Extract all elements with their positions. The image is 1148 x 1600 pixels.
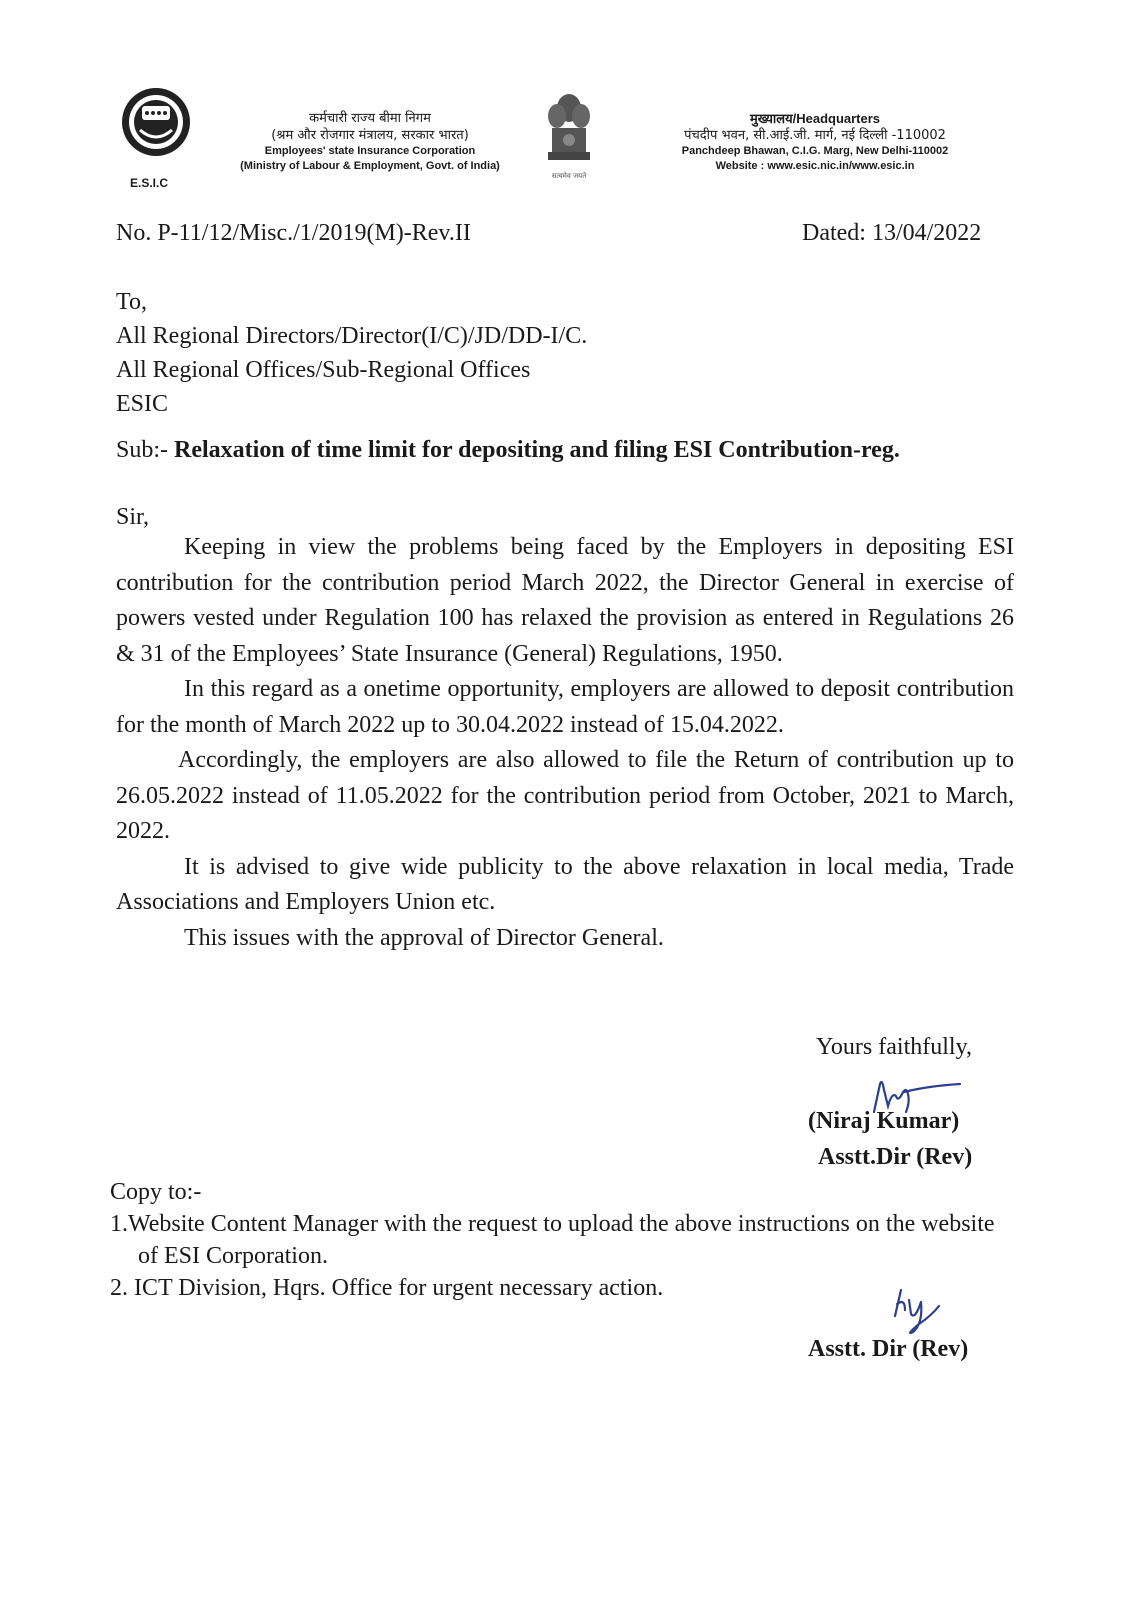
addressee-line-2: All Regional Offices/Sub-Regional Offices	[116, 357, 531, 383]
body-paragraph: Keeping in view the problems being faced by the Employers in depositing ESI contribution for the contribution period March 2022, the Director General in exercise of powers vested under Regulation 100 has relaxed the provision as entered in Regulations 26 & 31 of the Employees’ State Insurance (General) Regulations, 1950.	[116, 534, 1014, 667]
letterhead-right	[645, 110, 985, 174]
body-paragraph: In this regard as a onetime opportunity, employers are allowed to deposit contribution for the month of March 2022 up to 30.04.2022 instead of 15.04.2022.	[116, 676, 1014, 738]
national-emblem-icon	[540, 88, 598, 184]
subject-line	[116, 437, 900, 464]
address-hindi: पंचदीप भवन, सी.आई.जी. मार्ग, नई दिल्ली -110002	[684, 128, 946, 143]
ministry-hindi: (श्रम और रोजगार मंत्रालय, सरकार भारत)	[271, 128, 469, 143]
letterhead-left	[210, 110, 530, 174]
copy-to-label: Copy to:-	[110, 1179, 202, 1205]
ministry-english: (Ministry of Labour & Employment, Govt. of India)	[240, 160, 500, 172]
body-paragraph: This issues with the approval of Director General.	[184, 924, 664, 951]
second-designation: Asstt. Dir (Rev)	[808, 1336, 969, 1362]
body-paragraph: Accordingly, the employers are also allowed to file the Return of contribution up to 26.05.2022 instead of 11.05.2022 for the contribution period from October, 2021 to March, 2022.	[116, 747, 1014, 844]
to-label: To,	[116, 289, 147, 315]
initials-signature-mark	[875, 1280, 955, 1340]
subject-text: Relaxation of time limit for depositing and filing ESI Contribution-reg.	[174, 437, 900, 463]
emblem-motto: सत्यमेव जयते	[551, 172, 587, 180]
body-paragraph: It is advised to give wide publicity to the above relaxation in local media, Trade Associations and Employers Union etc.	[116, 853, 1014, 915]
subject-prefix: Sub:-	[116, 437, 169, 463]
reference-number: No. P-11/12/Misc./1/2019(M)-Rev.II	[116, 220, 471, 246]
signatory-name: (Niraj Kumar)	[808, 1108, 960, 1134]
addressee-block	[116, 285, 587, 421]
copy-to-item: 2. ICT Division, Hqrs. Office for urgent necessary action.	[110, 1275, 664, 1301]
addressee-line-1: All Regional Directors/Director(I/C)/JD/DD-I/C.	[116, 323, 588, 349]
address-english: Panchdeep Bhawan, C.I.G. Marg, New Delhi-110002	[681, 145, 949, 157]
esic-logo	[120, 86, 192, 158]
letter-body	[116, 530, 1014, 956]
esic-abbreviation: E.S.I.C	[130, 176, 169, 190]
letter-date: Dated: 13/04/2022	[802, 220, 982, 246]
org-name-english: Employees' state Insurance Corporation	[264, 145, 476, 157]
org-name-hindi: कर्मचारी राज्य बीमा निगम	[309, 111, 431, 126]
headquarters-label: मुख्यालय/Headquarters	[749, 111, 881, 126]
salutation: Sir,	[116, 504, 150, 530]
website-text: Website : www.esic.nic.in/www.esic.in	[715, 160, 915, 172]
copy-to-item: 1.Website Content Manager with the request to upload the above instructions on the website of ESI Corporation.	[110, 1211, 995, 1269]
addressee-line-3: ESIC	[116, 391, 169, 417]
signatory-designation: Asstt.Dir (Rev)	[818, 1144, 973, 1170]
closing-yours-faithfully: Yours faithfully,	[816, 1034, 973, 1060]
